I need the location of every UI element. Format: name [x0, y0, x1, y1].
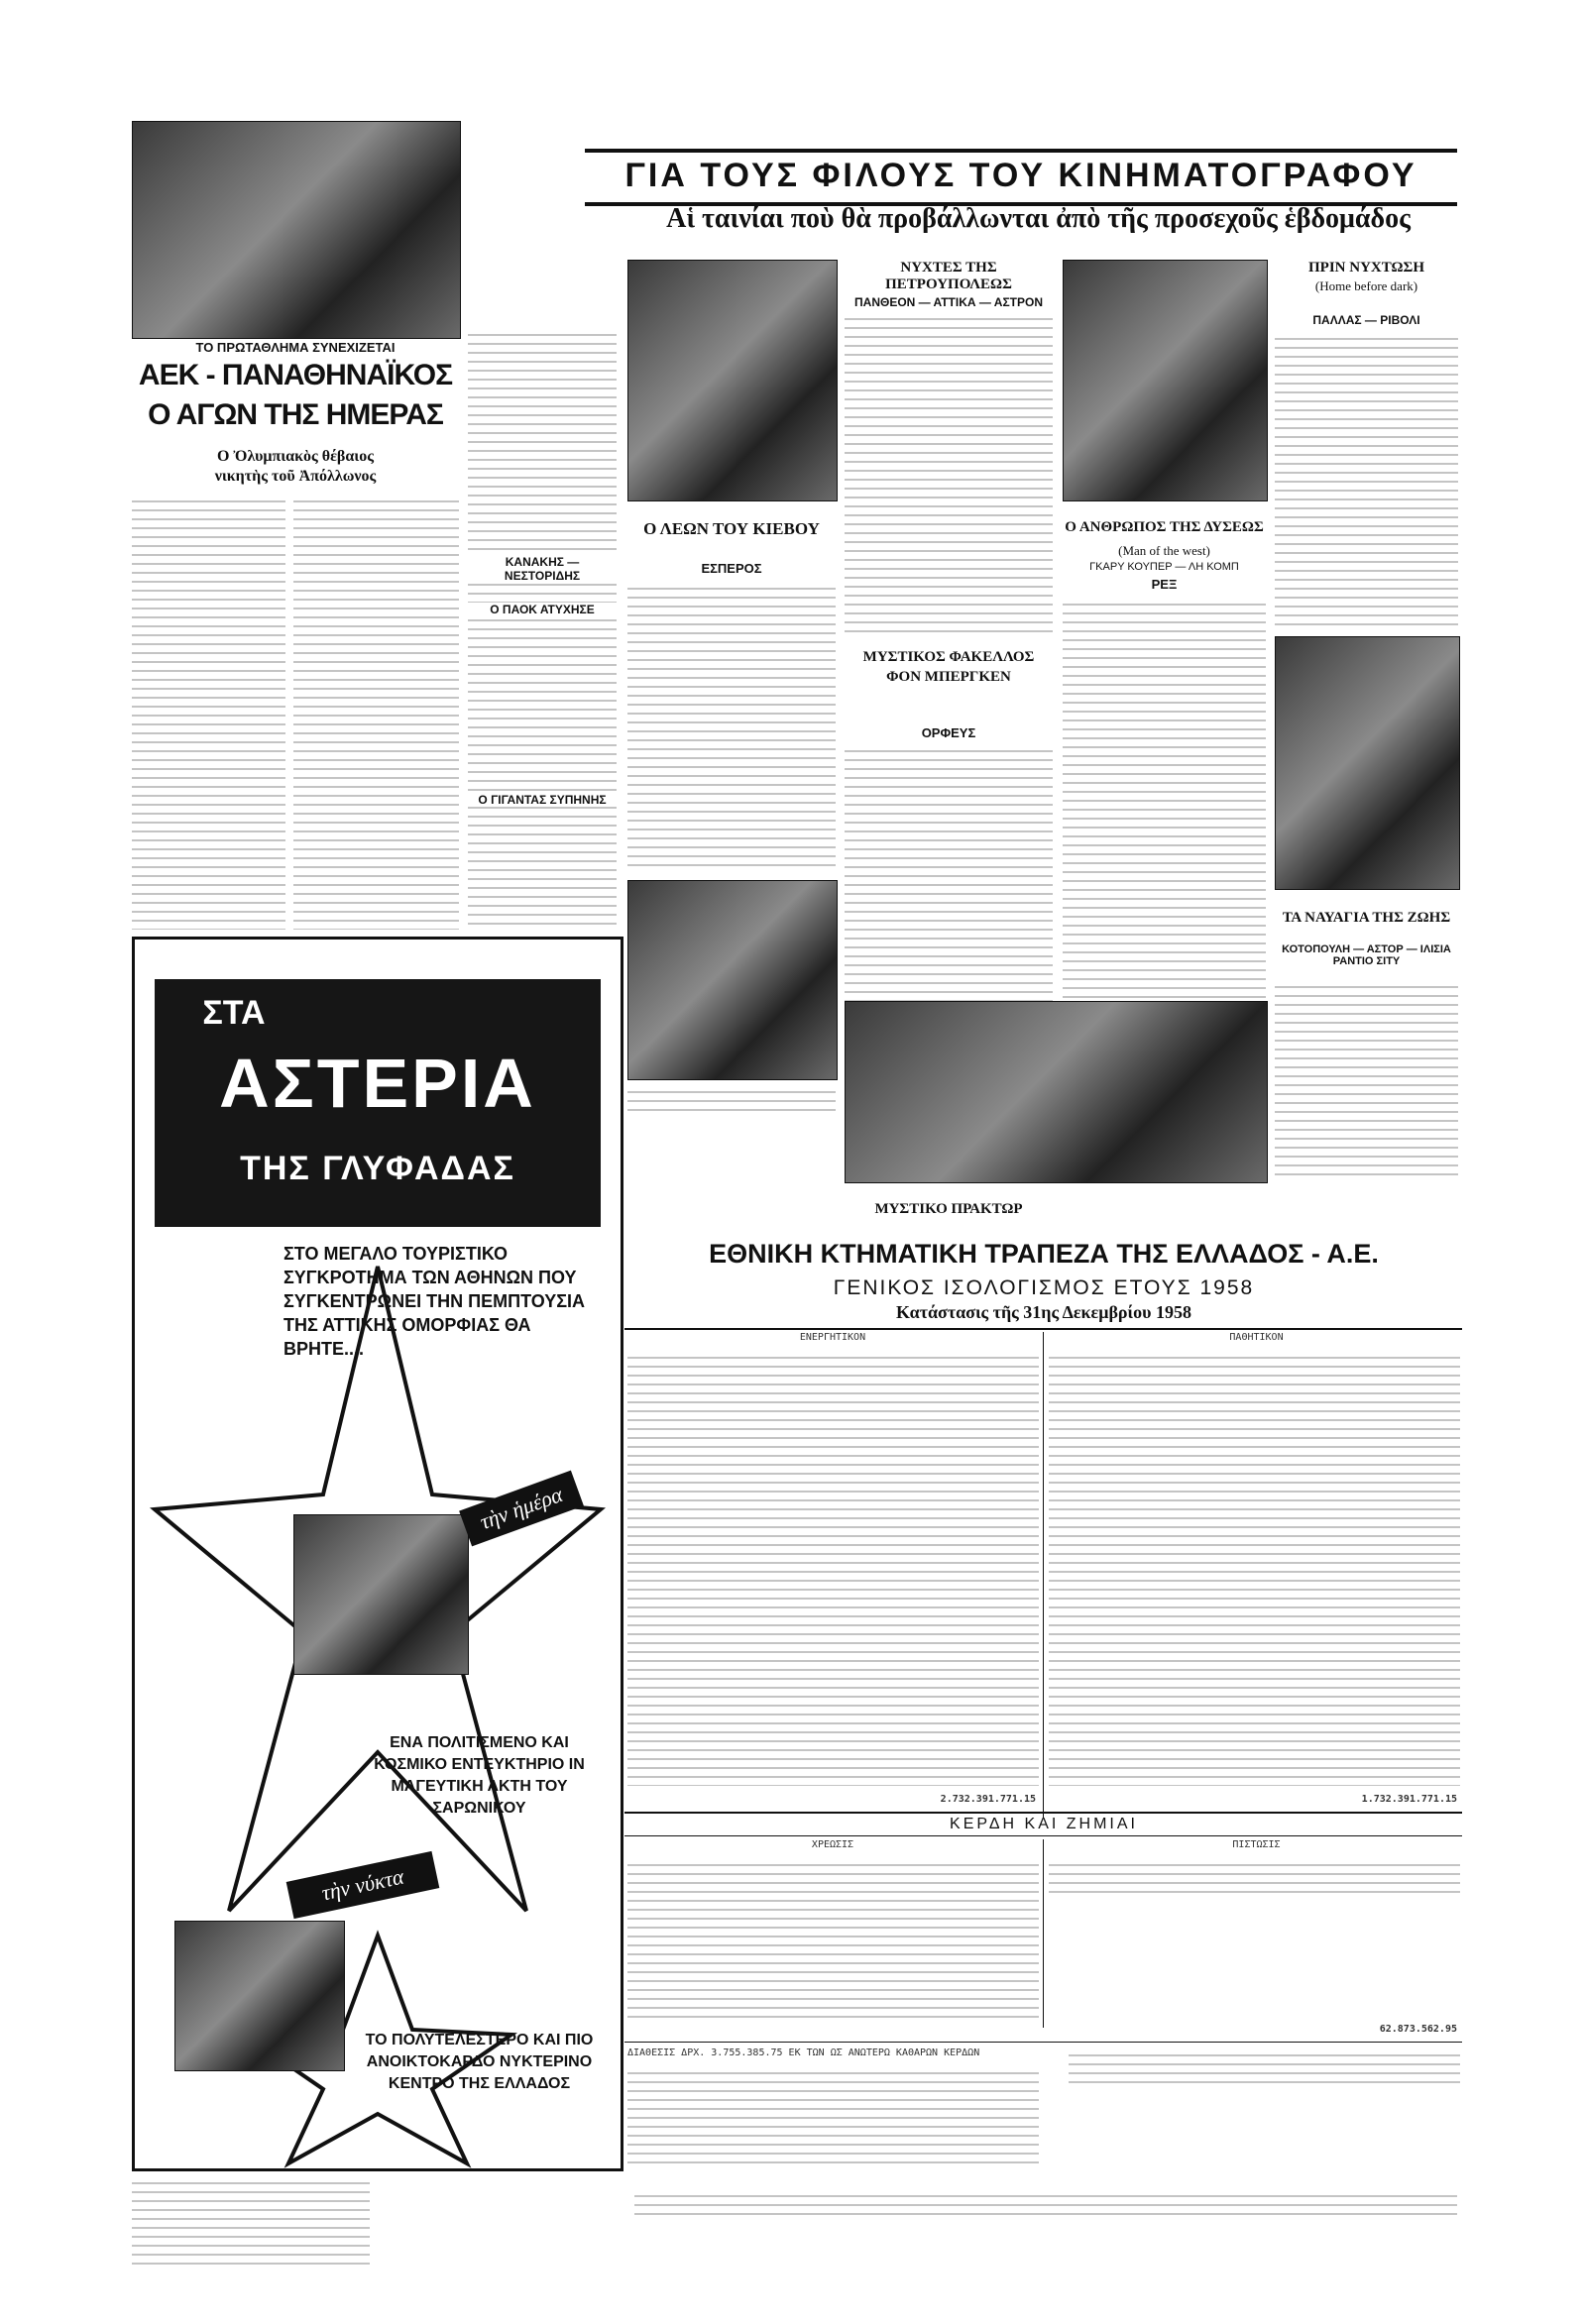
sub-paok: Ο ΠΑΟΚ ΑΤΥΧΗΣΕ — [468, 603, 617, 616]
film6-cinemas: ΚΟΤΟΠΟΥΛΗ — ΑΣΤΟΡ — ΙΛΙΣΙΑ ΡΑΝΤΙΟ ΣΙΤΥ — [1282, 943, 1451, 967]
liabilities-label: ΠΑΘΗΤΙΚΟΝ — [1229, 1332, 1284, 1343]
ad-sta: ΣΤΑ — [202, 994, 266, 1032]
ad-day-photo — [293, 1514, 469, 1675]
film3-title-2: ΦΟΝ ΜΠΕΡΓΚΕΝ — [886, 669, 1011, 685]
debit-label: ΧΡΕΩΣΙΣ — [811, 1839, 854, 1850]
signatures — [634, 2188, 1457, 2222]
bank-col-divider — [1043, 1332, 1044, 1818]
cinema-banner-text: ΓΙΑ ΤΟΥΣ ΦΙΛΟΥΣ ΤΟΥ ΚΙΝΗΜΑΤΟΓΡΑΦΟΥ — [624, 157, 1417, 194]
ad-day-label: τὴν ἡμέρα — [459, 1471, 584, 1547]
left-headline-1: ΑΕΚ - ΠΑΝΑΘΗΝΑΪΚΟΣ — [138, 359, 453, 391]
cinema-banner — [585, 149, 1457, 206]
film-photo-6 — [1275, 636, 1460, 890]
left-subheadline-2: νικητὴς τοῦ Ἀπόλλωνος — [214, 468, 377, 485]
film1-title: ΝΥΧΤΕΣ ΤΗΣ ΠΕΤΡΟΥΠΟΛΕΩΣ — [885, 260, 1012, 292]
asteria-ad — [132, 937, 623, 2171]
sub-kanakis: ΚΑΝΑΚΗΣ — ΝΕΣΤΟΡΙΔΗΣ — [468, 555, 617, 583]
ad-body-3: ΤΟ ΠΟΛΥΤΕΛΕΣΤΕΡΟ ΚΑΙ ΠΙΟ ΑΝΟΙΚΤΟΚΑΡΔΟ ΝΥΚΤΕΡΙΝΟ ΚΕΝΤΡΟ ΤΗΣ ΕΛΛΑΔΟΣ — [365, 2032, 594, 2092]
pl-total: 62.873.562.95 — [1379, 2024, 1457, 2035]
film6-title: ΤΑ ΝΑΥΑΓΙΑ ΤΗΣ ΖΩΗΣ — [1282, 910, 1451, 926]
film6-text — [1275, 979, 1458, 1179]
ad-asteria: ΑΣΤΕΡΙΑ — [219, 1045, 536, 1122]
bank-top-rule — [624, 1328, 1462, 1330]
left-article-col-3 — [468, 327, 617, 930]
film2-title: Ο ΛΕΩΝ ΤΟΥ ΚΙΕΒΟΥ — [643, 519, 820, 538]
distribution-rows — [627, 2065, 1039, 2164]
debit-rows — [627, 1857, 1039, 2021]
assets-rows — [627, 1350, 1039, 1786]
film3-cinema: ΟΡΦΕΥΣ — [921, 725, 976, 740]
ad-glyfada: ΤΗΣ ΓΛΥΦΑΔΑΣ — [240, 1150, 515, 1187]
film1-text — [845, 311, 1053, 638]
film-photo-4 — [1063, 260, 1268, 501]
credit-label: ΠΙΣΤΩΣΙΣ — [1232, 1839, 1281, 1850]
film3-extra: ΜΥΣΤΙΚΟ ΠΡΑΚΤΩΡ — [874, 1201, 1023, 1217]
credit-rows — [1049, 1857, 1460, 1897]
film4-cinema: ΡΕΞ — [1151, 577, 1178, 592]
left-article-col-1 — [132, 494, 285, 930]
film2-text — [627, 581, 836, 868]
film5-cinemas: ΠΑΛΛΑΣ — ΡΙΒΟΛΙ — [1312, 313, 1420, 327]
bank-subtitle: Κατάστασις τῆς 31ης Δεκεμβρίου 1958 — [896, 1302, 1191, 1322]
distribution-title: ΔΙΑΘΕΣΙΣ ΔΡΧ. 3.755.385.75 ΕΚ ΤΩΝ ΩΣ ΑΝΩΤΕΡΩ ΚΑΘΑΡΩΝ ΚΕΡΔΩΝ — [627, 2047, 980, 2058]
cinema-subtitle: Αἱ ταινίαι ποὺ θὰ προβάλλωνται ἀπὸ τῆς προσεχοῦς ἑβδομάδος — [666, 203, 1411, 234]
film5-text — [1275, 331, 1458, 628]
ad-night-label: τὴν νύκτα — [286, 1851, 440, 1919]
bank-title: ΓΕΝΙΚΟΣ ΙΣΟΛΟΓΙΣΜΟΣ ΕΤΟΥΣ 1958 — [833, 1276, 1255, 1299]
film4-title: Ο ΑΝΘΡΩΠΟΣ ΤΗΣ ΔΥΣΕΩΣ — [1065, 519, 1264, 535]
distribution-rule — [624, 2042, 1462, 2043]
film1-cinemas: ΠΑΝΘΕΟΝ — ΑΤΤΙΚΑ — ΑΣΤΡΟΝ — [854, 295, 1043, 309]
assets-total: 2.732.391.771.15 — [940, 1794, 1036, 1805]
film5-title: ΠΡΙΝ ΝΥΧΤΩΣΗ — [1308, 260, 1424, 276]
left-article-col-2 — [293, 494, 459, 930]
stadium-photo — [132, 121, 461, 339]
ad-body-1: ΣΤΟ ΜΕΓΑΛΟ ΤΟΥΡΙΣΤΙΚΟ ΣΥΓΚΡΟΤΗΜΑ ΤΩΝ ΑΘΗΝΩΝ ΠΟΥ ΣΥΓΚΕΝΤΡΩΝΕΙ ΤΗΝ ΠΕΜΠΤΟΥΣΙΑ ΤΗΣ ΑΤΤΙΚΗΣ ΟΜΟΡΦΙΑΣ ΘΑ ΒΡΗΤΕ.... — [283, 1244, 586, 1359]
liabilities-total: 1.732.391.771.15 — [1361, 1794, 1457, 1805]
bank-name: ΕΘΝΙΚΗ ΚΤΗΜΑΤΙΚΗ ΤΡΑΠΕΖΑ ΤΗΣ ΕΛΛΑΔΟΣ - Α.Ε. — [709, 1239, 1379, 1269]
film-photo-5 — [845, 1001, 1268, 1183]
pl-title-rule — [624, 1835, 1462, 1836]
left-subheadline-1: Ο Ὀλυμπιακὸς θέβαιος — [216, 448, 374, 465]
liabilities-rows — [1049, 1350, 1460, 1786]
film4-en: (Man of the west) — [1118, 543, 1210, 558]
film4-text — [1063, 597, 1266, 1003]
distribution-note — [1069, 2047, 1460, 2083]
photo-caption: ΤΟ ΠΡΩΤΑΘΛΗΜΑ ΣΥΝΕΧΙΖΕΤΑΙ — [195, 340, 396, 355]
ad-night-photo — [174, 1921, 345, 2071]
ad-footer-text — [132, 2175, 370, 2265]
film5-en: (Home before dark) — [1314, 278, 1418, 293]
film4-cast: ΓΚΑΡΥ ΚΟΥΠΕΡ — ΛΗ ΚΟΜΠ — [1089, 561, 1239, 573]
film-photo-2 — [627, 880, 838, 1080]
film-caption-2 — [627, 1084, 836, 1114]
pl-title: ΚΕΡΔΗ ΚΑΙ ΖΗΜΙΑΙ — [950, 1816, 1138, 1832]
left-headline-2: Ο ΑΓΩΝ ΤΗΣ ΗΜΕΡΑΣ — [148, 398, 443, 431]
sub-gigantas: Ο ΓΙΓΑΝΤΑΣ ΣΥΠΗΝΗΣ — [468, 793, 617, 807]
assets-label: ΕΝΕΡΓΗΤΙΚΟΝ — [799, 1332, 866, 1343]
pl-top-rule — [624, 1812, 1462, 1814]
ad-body-2: ΕΝΑ ΠΟΛΙΤΙΣΜΕΝΟ ΚΑΙ ΚΟΣΜΙΚΟ ΕΝΤΕΥΚΤΗΡΙΟ ΙΝ ΜΑΓΕΥΤΙΚΗ ΑΚΤΗ ΤΟΥ ΣΑΡΩΝΙΚΟΥ — [374, 1734, 585, 1817]
film3-title-1: ΜΥΣΤΙΚΟΣ ΦΑΚΕΛΛΟΣ — [862, 649, 1035, 665]
film-photo-1 — [627, 260, 838, 501]
film2-cinema: ΕΣΠΕΡΟΣ — [701, 561, 762, 576]
pl-col-divider — [1043, 1839, 1044, 2028]
